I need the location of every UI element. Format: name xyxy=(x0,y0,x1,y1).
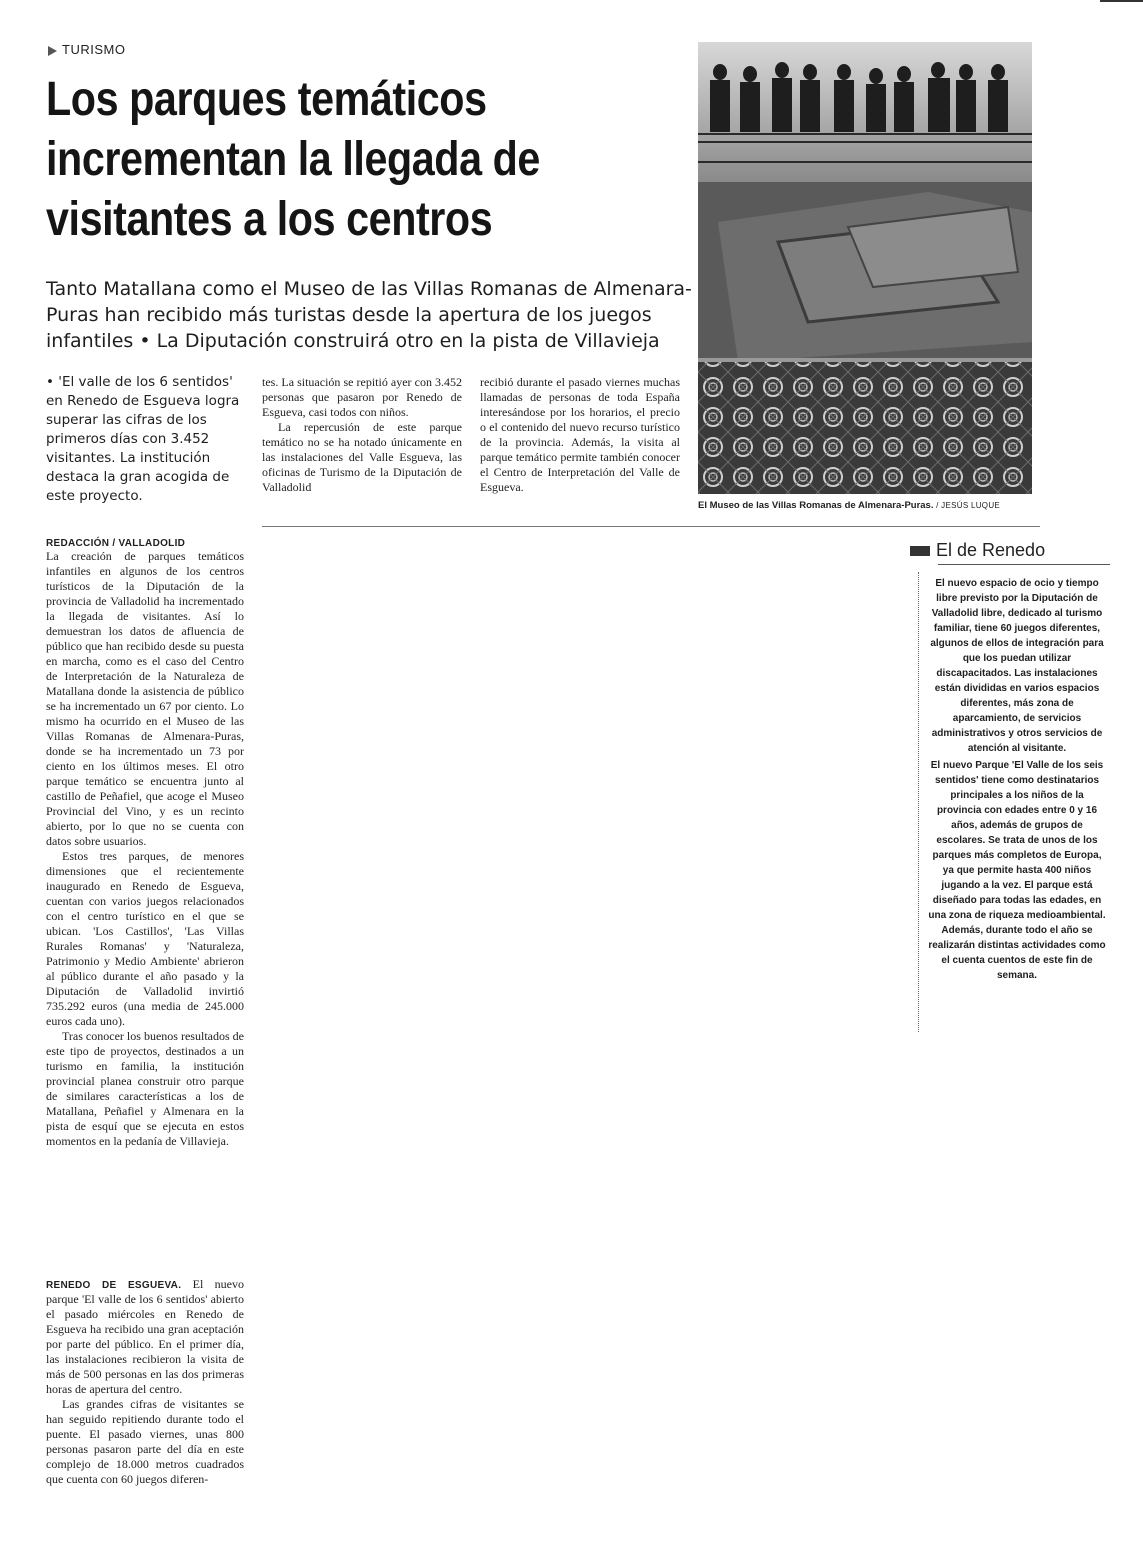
sidebar-title: El de Renedo xyxy=(910,540,1110,561)
paragraph: Estos tres parques, de menores dimensiones que el recientemente inaugurado en Renedo de Esgueva, cuentan con varios juegos relacionados con el centro turístico en el que se ubican. 'Los Castillos', 'Las Villas Rurales Romanas' y 'Naturaleza, Patrimonio y Medio Ambiente' abrieron al público durante el año pasado y la Diputación de Valladolid invirtió 735.292 euros (una media de 245.000 euros cada uno). xyxy=(46,849,244,1028)
sidebar-rule xyxy=(918,572,920,1032)
byline: REDACCIÓN / VALLADOLID xyxy=(46,538,186,549)
subtitle: Tanto Matallana como el Museo de las Villas Romanas de Almenara-Puras han recibido más turistas desde la apertura de los juegos infantiles • La Diputación construirá otro en la pista de Villavieja xyxy=(46,278,692,352)
column-3 xyxy=(480,375,680,495)
paragraph: recibió durante el pasado viernes muchas llamadas de personas de toda España interesándose por los horarios, el precio o el contenido del nuevo recurso turístico de la provincia. Además, la visita al parque temático permite también conocer el Centro de Interpretación del Valle de Esgueva. xyxy=(480,375,680,494)
sidebar-paragraph: El nuevo Parque 'El Valle de los seis sentidos' tiene como destinatarios principales a los niños de la provincia con edades entre 0 y 16 años, además de grupos de escolares. Se trata de unos de los parques más completos de Europa, ya que permite hasta 400 niños jugando a la vez. El parque está diseñado para todas las edades, en una zona de riqueza medioambiental. Además, durante todo el año se realizarán distintas actividades como el cuenta cuentos de este fin de semana. xyxy=(928,760,1106,981)
location-label: RENEDO DE ESGUEVA. xyxy=(46,1280,182,1291)
section-label: TURISMO xyxy=(48,42,125,57)
paragraph: Las grandes cifras de visitantes se han seguido repitiendo durante todo el puente. El pasado viernes, unas 800 personas pasaron parte del día en este complejo de 18.000 metros cuadrados que cuenta con 60 juegos diferen- xyxy=(46,1397,244,1486)
sidebar-box xyxy=(928,576,1106,983)
photo-credit: / JESÚS LUQUE xyxy=(936,501,1001,510)
column-1-top xyxy=(46,538,244,1149)
paragraph: RENEDO DE ESGUEVA. El nuevo parque 'El valle de los 6 sentidos' abierto el pasado miércoles en Renedo de Esgueva ha recibido una gran aceptación por parte del público. En el primer día, las instalaciones recibieron la visita de más de 500 personas en las dos primeras horas de apertura del centro. xyxy=(46,1277,244,1396)
column-1-bottom xyxy=(46,1277,244,1487)
lead-paragraph: • 'El valle de los 6 sentidos' en Renedo de Esgueva logra superar las cifras de los primeros días con 3.452 visitantes. La institución destaca la gran acogida de este proyecto. xyxy=(46,374,240,504)
paragraph: La repercusión de este parque temático no se ha notado únicamente en las instalaciones del Valle Esgueva, las oficinas de Turismo de la Diputación de Valladolid xyxy=(262,420,462,494)
divider xyxy=(262,526,1040,527)
sidebar-marker-icon xyxy=(910,546,930,556)
photo-illustration xyxy=(698,42,1032,494)
section-arrow-icon xyxy=(48,46,57,56)
paragraph: Tras conocer los buenos resultados de este tipo de proyectos, destinados a un turismo en familia, la institución provincial planea construir otro parque de similares características a los de Matallana, Peñafiel y Almenara en la pista de esquí que se ejecuta en estos momentos en la pedanía de Villavieja. xyxy=(46,1029,244,1148)
photo-roman-villa-mosaic xyxy=(698,42,1032,494)
page-corner-rule xyxy=(1100,0,1143,2)
headline: Los parques temáticos incrementan la llegada de visitantes a los centros xyxy=(46,73,540,246)
sidebar-title-rule xyxy=(938,564,1110,565)
photo-caption: El Museo de las Villas Romanas de Almenara-Puras. / JESÚS LUQUE xyxy=(698,500,1001,511)
column-2 xyxy=(262,375,462,495)
paragraph: La creación de parques temáticos infantiles en algunos de los centros turísticos de la Diputación de la provincia de Valladolid ha incrementado la llegada de visitantes. Así lo demuestran los datos de afluencia de público que han recibido desde su puesta en marcha, como es el caso del Centro de Interpretación de la Naturaleza de Matallana donde la asistencia de público se ha incrementado un 67 por ciento. Lo mismo ha ocurrido en el Museo de las Villas Romanas de Almenara-Puras, donde se ha incrementado un 73 por ciento en los últimos meses. El otro parque temático se encuentra junto al castillo de Peñafiel, que acoge el Museo Provincial del Vino, y es un recinto abierto, por lo que no se cuenta con datos sobre usuarios. xyxy=(46,549,244,848)
sidebar-paragraph: El nuevo espacio de ocio y tiempo libre previsto por la Diputación de Valladolid libre, dedicado al turismo familiar, tiene 60 juegos diferentes, algunos de ellos de integración para que los puedan utilizar discapacitados. Las instalaciones están divididas en varios espacios diferentes, más zona de aparcamiento, de servicios administrativos y otros servicios de atención al visitante. xyxy=(930,578,1104,754)
paragraph: tes. La situación se repitió ayer con 3.452 personas que pasaron por Renedo de Esgueva, casi todos con niños. xyxy=(262,375,462,419)
